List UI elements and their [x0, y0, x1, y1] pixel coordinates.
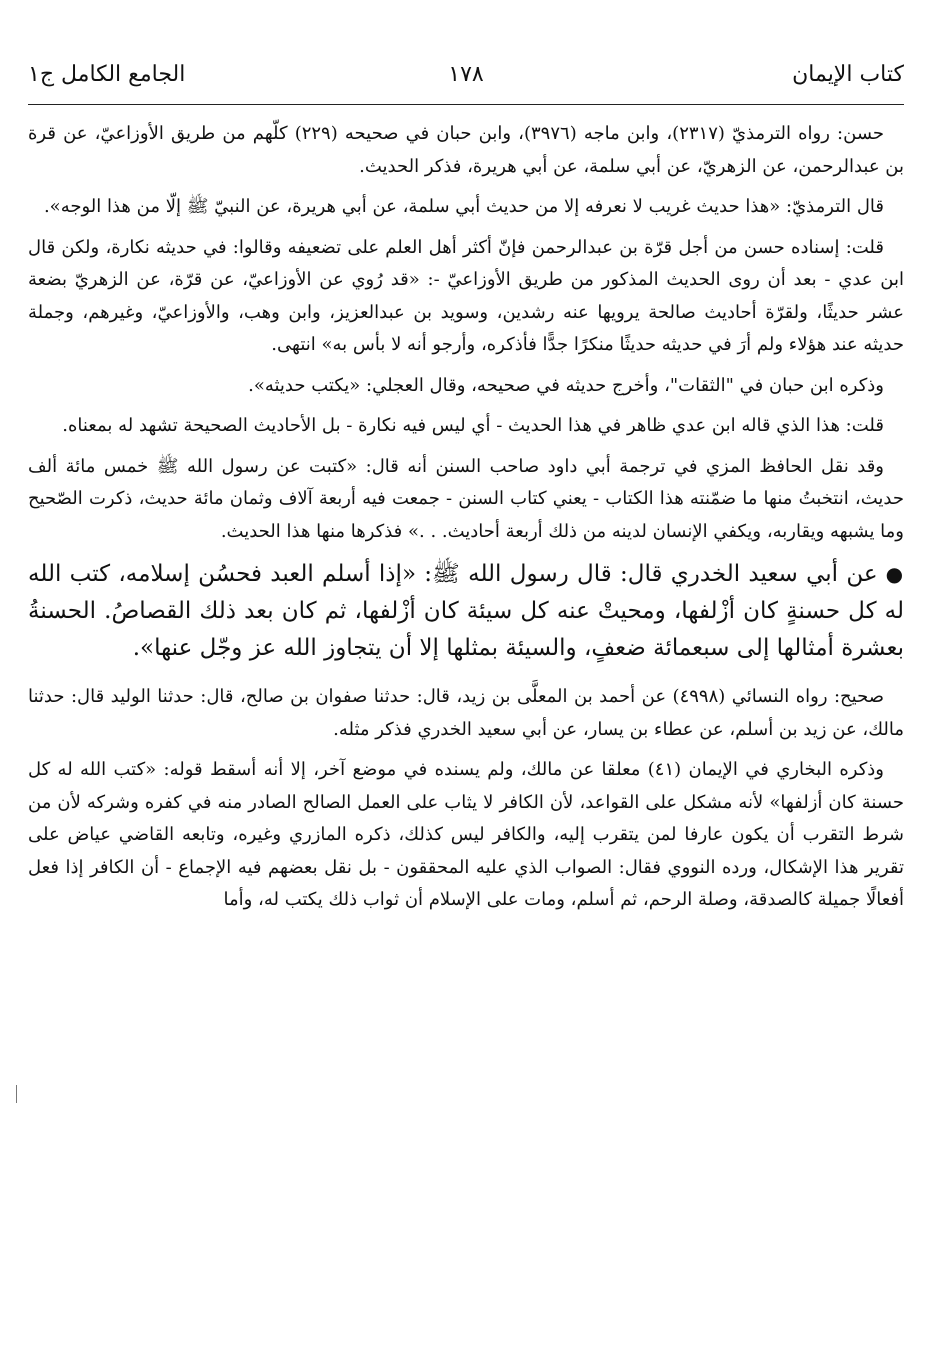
- paragraph-bukhari-note: وذكره البخاري في الإيمان (٤١) معلقا عن مالك، ولم يسنده في موضع آخر، إلا أنه أسقط قوله: «كتب الله له كل حسنة كان أزلفها» لأنه مشكل على القواعد، لأن الكافر لا يثاب على العمل الصالح الصادر منه في كفره وشركه لأن من شرط التقرب أن يكون عارفا لمن يتقرب إليه، والكافر ليس كذلك، ذكره المازري وغيره، وتابعه القاضي عياض على تقرير هذا الإشكال، ورده النووي فقال: الصواب الذي عليه المحققون - بل نقل بعضهم فيه الإجماع - أن الكافر إذا فعل أفعالًا جميلة كالصدقة، وصلة الرحم، ثم أسلم، ومات على الإسلام أن ثواب ذلك يكتب له، وأما: [28, 759, 904, 910]
- chapter-title: كتاب الإيمان: [792, 62, 904, 87]
- paragraph-takhrij-tirmidhi: حسن: رواه الترمذيّ (٢٣١٧)، وابن ماجه (٣٩٧٦)، وابن حبان في صحيحه (٢٢٩) كلّهم من طريق الأوزاعيّ، عن قرة بن عبدالرحمن، عن الزهريّ، عن أبي سلمة، عن أبي هريرة، فذكر الحديث.: [28, 123, 904, 177]
- main-text: [28, 118, 904, 925]
- page-number: ١٧٨: [448, 62, 484, 87]
- header-divider: [28, 104, 904, 105]
- paragraph-isnad-note: قلت: إسناده حسن من أجل قرّة بن عبدالرحمن فإنّ أكثر أهل العلم على تضعيفه وقالوا: في حديثه نكارة، ولكن قال ابن عدي - بعد أن روى الحديث المذكور من طريق الأوزاعيّ -: «قد رُوي عن الأوزاعيّ، عن قرّة، عن الزهريّ بضعة عشر حديثًا، ولقرّة أحاديث صالحة يرويها عنه رشدين، وسويد بن عبدالعزيز، وابن وهب، والأوزاعيّ، وغيرهم، وجملة حديثه عند هؤلاء ولم أرَ في حديثه حديثًا منكرًا جدًّا فأذكره، وأرجو أنه لا بأس به» انتهى.: [28, 236, 904, 355]
- hadith-text: [28, 556, 904, 667]
- page-header: [28, 60, 904, 94]
- book-title: الجامع الكامل ج١: [28, 62, 186, 87]
- hadith-body: عن أبي سعيد الخدري قال: قال رسول الله ﷺ: «إذا أسلم العبد فحسُن إسلامه، كتب الله له كل حسنةٍ كان أزْلفها، ومحيتْ عنه كل سيئة كان أزْلفها، ثم كان بعد ذلك القصاصُ. الحسنةُ بعشرة أمثالها إلى سبعمائة ضعفٍ، والسيئة بمثلها إلا أن يتجاوز الله عز وجّل عنها».: [28, 561, 904, 661]
- paragraph-abu-dawud: وقد نقل الحافظ المزي في ترجمة أبي داود صاحب السنن أنه قال: «كتبت عن رسول الله ﷺ خمس مائة ألف حديث، انتخبتُ منها ما ضمّنته هذا الكتاب - يعني كتاب السنن - جمعت فيه أربعة آلاف وثمان مائة حديث، ذكرت الصّحيح وما يشبهه ويقاربه، ويكفي الإنسان لدينه من ذلك أربعة أحاديث. . .» فذكرها منها هذا الحديث.: [28, 455, 904, 542]
- paragraph-tirmidhi-comment: قال الترمذيّ: «هذا حديث غريب لا نعرفه إلا من حديث أبي سلمة، عن أبي هريرة، عن النبيّ ﷺ إلّا من هذا الوجه».: [43, 196, 884, 217]
- paragraph-takhrij-nasai: صحيح: رواه النسائي (٤٩٩٨) عن أحمد بن المعلَّى بن زيد، قال: حدثنا صفوان بن صالح، قال: حدثنا الوليد قال: حدثنا مالك، عن زيد بن أسلم، عن عطاء بن يسار، عن أبي سعيد الخدري فذكر مثله.: [28, 686, 904, 740]
- bullet-icon: ●: [885, 562, 904, 586]
- paragraph-ibn-hibban: وذكره ابن حبان في "الثقات"، وأخرج حديثه في صحيحه، وقال العجلي: «يكتب حديثه».: [248, 374, 884, 396]
- margin-mark: [16, 1085, 17, 1103]
- paragraph-ibn-adi: قلت: هذا الذي قاله ابن عدي ظاهر في هذا الحديث - أي ليس فيه نكارة - بل الأحاديث الصحيحة تشهد له بمعناه.: [62, 415, 884, 436]
